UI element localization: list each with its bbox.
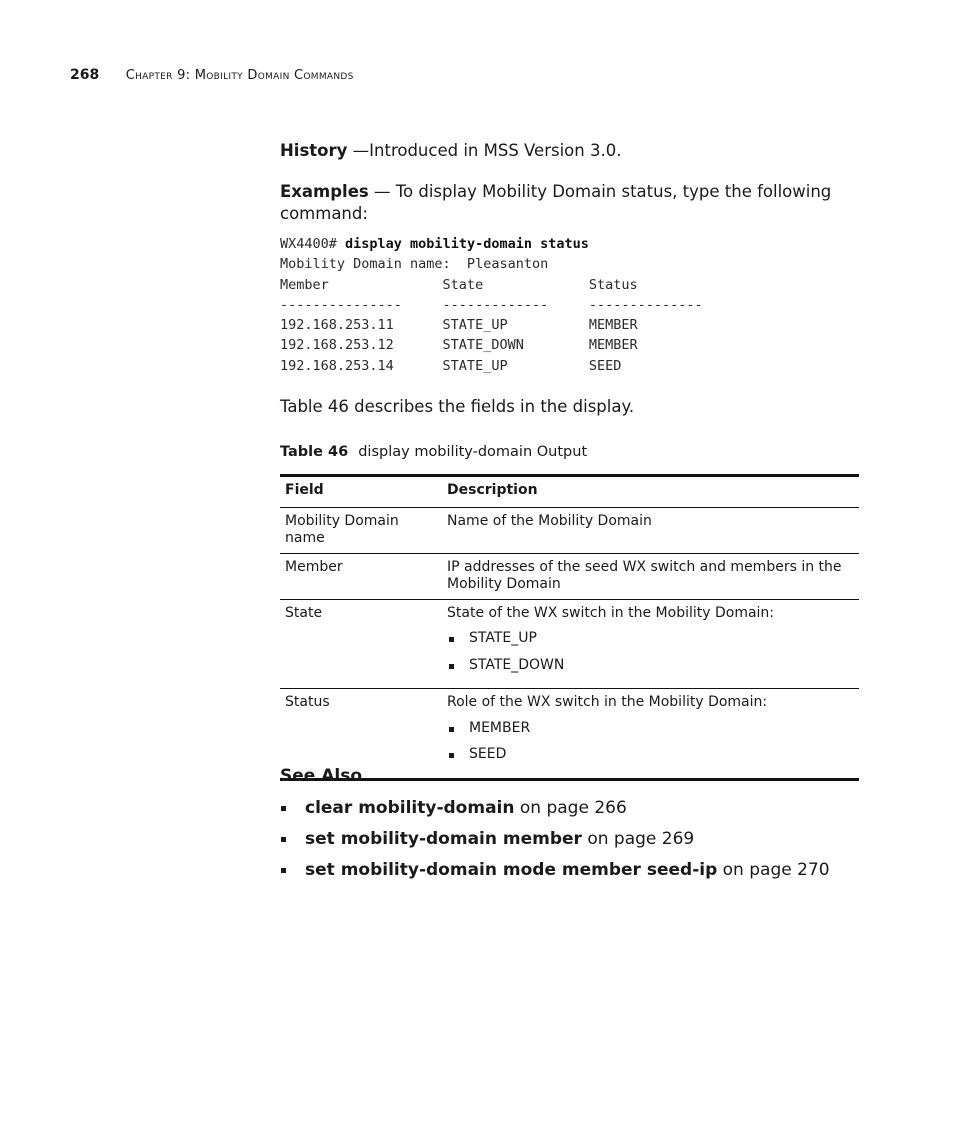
description-cell [437,599,859,689]
description-text: Role of the WX switch in the Mobility Domain: [447,694,768,710]
chapter-title: Chapter 9: Mobility Domain Commands [125,68,354,83]
field-cell: Mobility Domain name [285,512,399,546]
bullet-item: SEED [447,746,854,764]
see-also-page-ref: on page 270 [717,860,830,880]
see-also-item[interactable] [280,859,830,881]
column-header-field: Field [285,482,324,498]
code-line: --------------- ------------- -------------- [280,296,703,313]
description-cell [437,689,859,780]
field-cell: Status [285,694,330,710]
description-text: State of the WX switch in the Mobility Domain: [447,604,775,621]
table-caption-label: Table 46 [280,444,349,460]
code-block [280,234,703,376]
code-line: 192.168.253.11 STATE_UP MEMBER [280,317,638,334]
history-text: —Introduced in MSS Version 3.0. [347,141,622,160]
page-number: 268 [70,67,100,83]
history-label: History [280,141,348,160]
table-description: Table 46 describes the fields in the display. [280,397,635,416]
see-also-item[interactable] [280,797,830,819]
code-line: 192.168.253.14 STATE_UP SEED [280,357,622,374]
code-line: 192.168.253.12 STATE_DOWN MEMBER [280,337,638,354]
code-line: Mobility Domain name: Pleasanton [280,256,549,273]
output-table [280,474,859,781]
examples-label: Examples [280,182,369,201]
history-paragraph [280,140,860,162]
see-also-heading: See Also [280,766,363,786]
field-cell: Member [285,558,343,575]
column-header-description: Description [447,482,538,498]
see-also-list [280,797,830,890]
bullet-item: STATE_UP [447,630,854,648]
bullet-item: MEMBER [447,720,854,738]
table-caption-title: display mobility-domain Output [358,444,588,460]
description-cell: IP addresses of the seed WX switch and members in the Mobility Domain [447,558,842,592]
table-row [280,553,859,599]
code-line: Member State Status [280,276,638,293]
see-also-command-link[interactable]: clear mobility-domain [305,798,515,818]
table-caption [280,444,587,460]
see-also-command-link[interactable]: set mobility-domain member [305,829,582,849]
table-row [280,689,859,780]
description-cell: Name of the Mobility Domain [447,512,652,529]
bullet-list [447,630,854,674]
page-header [70,67,354,83]
table-row [280,507,859,553]
bullet-list [447,720,854,764]
field-cell: State [285,604,323,621]
bullet-item: STATE_DOWN [447,657,854,675]
code-command: display mobility-domain status [345,236,589,252]
examples-paragraph [280,181,860,225]
see-also-page-ref: on page 269 [581,829,695,849]
see-also-page-ref: on page 266 [514,798,627,818]
code-prompt: WX4400# [280,236,346,252]
see-also-command-link[interactable]: set mobility-domain mode member seed-ip [305,860,718,880]
table-row [280,599,859,689]
examples-text: — To display Mobility Domain status, type the following command: [280,182,832,223]
table-header-row [280,476,859,508]
see-also-item[interactable] [280,828,830,850]
